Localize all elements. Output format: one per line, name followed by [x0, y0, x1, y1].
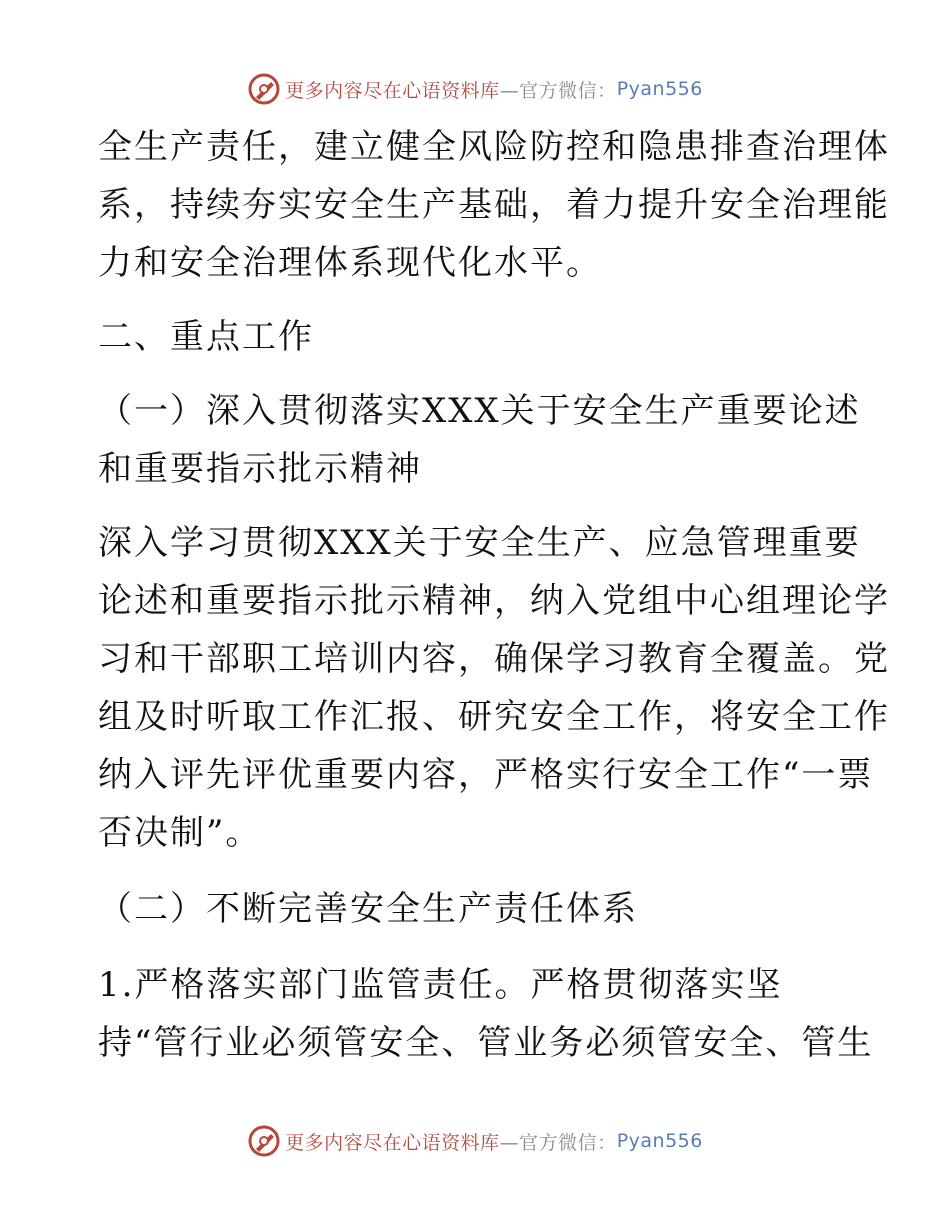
- text-line: 否决制”。: [98, 813, 262, 853]
- subheading-one: [98, 382, 861, 498]
- watermark-brand-text: 更多内容尽在心语资料库: [285, 1131, 500, 1154]
- text-line: 论述和重要指示批示精神，纳入党组中心组理论学: [98, 581, 890, 621]
- heading-text: 二、重点工作: [98, 317, 314, 357]
- paragraph-department-responsibility: [98, 956, 874, 1072]
- text-line: 力和安全治理体系现代化水平。: [98, 243, 602, 283]
- text-line: （二）不断完善安全生产责任体系: [98, 889, 638, 929]
- watermark-wechat-label: —官方微信：: [499, 79, 617, 102]
- text-line: 纳入评先评优重要内容，严格实行安全工作“一票: [98, 755, 874, 795]
- watermark-brand-text: 更多内容尽在心语资料库: [285, 79, 500, 102]
- footer-watermark: [0, 1124, 950, 1158]
- header-watermark: [0, 72, 950, 106]
- paragraph-intro-continuation: [98, 118, 890, 292]
- section-heading-key-work: [98, 308, 858, 366]
- text-line: 深入学习贯彻XXX关于安全生产、应急管理重要: [98, 523, 861, 563]
- text-line: 1.严格落实部门监管责任。严格贯彻落实坚: [98, 965, 783, 1005]
- text-line: 全生产责任，建立健全风险防控和隐患排查治理体: [98, 127, 890, 167]
- pen-logo-icon: [247, 72, 281, 106]
- watermark-wechat-id: Pyan556: [616, 1130, 703, 1152]
- text-line: 组及时听取工作汇报、研究安全工作，将安全工作: [98, 697, 890, 737]
- watermark-wechat-id: Pyan556: [616, 78, 703, 100]
- text-line: 系，持续夯实安全生产基础，着力提升安全治理能: [98, 185, 890, 225]
- watermark-wechat-label: —官方微信：: [499, 1131, 617, 1154]
- text-line: （一）深入贯彻落实XXX关于安全生产重要论述: [98, 391, 861, 431]
- text-line: 习和干部职工培训内容，确保学习教育全覆盖。党: [98, 639, 890, 679]
- pen-logo-icon: [247, 1124, 281, 1158]
- text-line: 和重要指示批示精神: [98, 449, 422, 489]
- text-line: 持“管行业必须管安全、管业务必须管安全、管生: [98, 1023, 874, 1063]
- paragraph-study-implementation: [98, 514, 890, 862]
- subheading-two: [98, 880, 858, 938]
